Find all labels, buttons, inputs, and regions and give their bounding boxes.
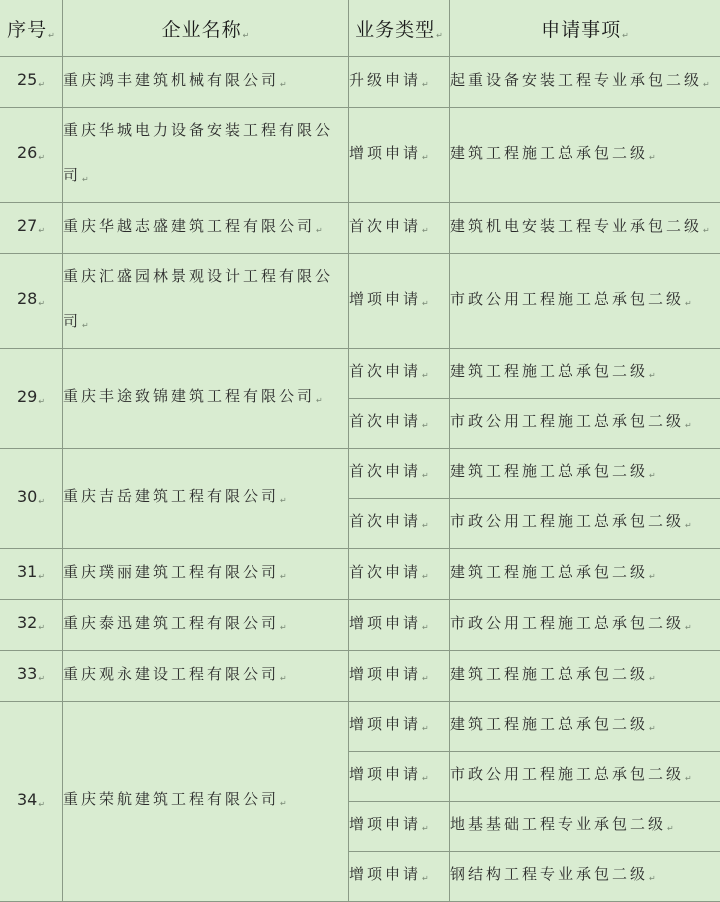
type-cell: 首次申请↵ [349, 349, 450, 399]
header-seq: 序号↵ [0, 0, 63, 57]
table-row [0, 600, 720, 651]
type-cell: 增项申请↵ [349, 802, 450, 852]
type-cell: 首次申请↵ [349, 399, 450, 449]
company-cell: 重庆泰迅建筑工程有限公司↵ [63, 600, 349, 651]
seq-cell: 31↵ [0, 549, 63, 600]
company-cell: 重庆汇盛园林景观设计工程有限公司↵ [63, 254, 349, 349]
item-cell: 地基基础工程专业承包二级↵ [450, 802, 720, 852]
table-row [0, 57, 720, 108]
type-cell: 升级申请↵ [349, 57, 450, 108]
item-cell: 市政公用工程施工总承包二级↵ [450, 254, 720, 349]
company-cell: 重庆吉岳建筑工程有限公司↵ [63, 449, 349, 549]
item-cell: 建筑工程施工总承包二级↵ [450, 449, 720, 499]
type-cell: 增项申请↵ [349, 702, 450, 752]
company-cell: 重庆鸿丰建筑机械有限公司↵ [63, 57, 349, 108]
company-cell: 重庆荣航建筑工程有限公司↵ [63, 702, 349, 902]
header-item: 申请事项↵ [450, 0, 720, 57]
seq-cell: 30↵ [0, 449, 63, 549]
type-cell: 增项申请↵ [349, 651, 450, 702]
header-company: 企业名称↵ [63, 0, 349, 57]
table-row [0, 449, 720, 499]
table-row [0, 549, 720, 600]
item-cell: 建筑工程施工总承包二级↵ [450, 651, 720, 702]
seq-cell: 29↵ [0, 349, 63, 449]
type-cell: 增项申请↵ [349, 108, 450, 203]
header-row [0, 0, 720, 57]
item-cell: 市政公用工程施工总承包二级↵ [450, 752, 720, 802]
seq-cell: 26↵ [0, 108, 63, 203]
table-row [0, 108, 720, 203]
item-cell: 市政公用工程施工总承包二级↵ [450, 600, 720, 651]
table-row [0, 702, 720, 752]
header-biz-type: 业务类型↵ [349, 0, 450, 57]
seq-cell: 34↵ [0, 702, 63, 902]
type-cell: 首次申请↵ [349, 499, 450, 549]
type-cell: 首次申请↵ [349, 203, 450, 254]
item-cell: 建筑工程施工总承包二级↵ [450, 349, 720, 399]
company-cell: 重庆华越志盛建筑工程有限公司↵ [63, 203, 349, 254]
type-cell: 首次申请↵ [349, 449, 450, 499]
company-cell: 重庆璞丽建筑工程有限公司↵ [63, 549, 349, 600]
type-cell: 增项申请↵ [349, 752, 450, 802]
type-cell: 增项申请↵ [349, 852, 450, 902]
item-cell: 建筑工程施工总承包二级↵ [450, 702, 720, 752]
item-cell: 建筑工程施工总承包二级↵ [450, 549, 720, 600]
seq-cell: 33↵ [0, 651, 63, 702]
company-cell: 重庆观永建设工程有限公司↵ [63, 651, 349, 702]
item-cell: 建筑机电安装工程专业承包二级↵ [450, 203, 720, 254]
table-row [0, 651, 720, 702]
table-row [0, 349, 720, 399]
item-cell: 钢结构工程专业承包二级↵ [450, 852, 720, 902]
item-cell: 建筑工程施工总承包二级↵ [450, 108, 720, 203]
seq-cell: 32↵ [0, 600, 63, 651]
seq-cell: 25↵ [0, 57, 63, 108]
table-row [0, 203, 720, 254]
seq-cell: 27↵ [0, 203, 63, 254]
seq-cell: 28↵ [0, 254, 63, 349]
item-cell: 市政公用工程施工总承包二级↵ [450, 499, 720, 549]
company-cell: 重庆丰途致锦建筑工程有限公司↵ [63, 349, 349, 449]
type-cell: 增项申请↵ [349, 600, 450, 651]
type-cell: 增项申请↵ [349, 254, 450, 349]
item-cell: 市政公用工程施工总承包二级↵ [450, 399, 720, 449]
type-cell: 首次申请↵ [349, 549, 450, 600]
company-cell: 重庆华城电力设备安装工程有限公司↵ [63, 108, 349, 203]
table-row [0, 254, 720, 349]
item-cell: 起重设备安装工程专业承包二级↵ [450, 57, 720, 108]
